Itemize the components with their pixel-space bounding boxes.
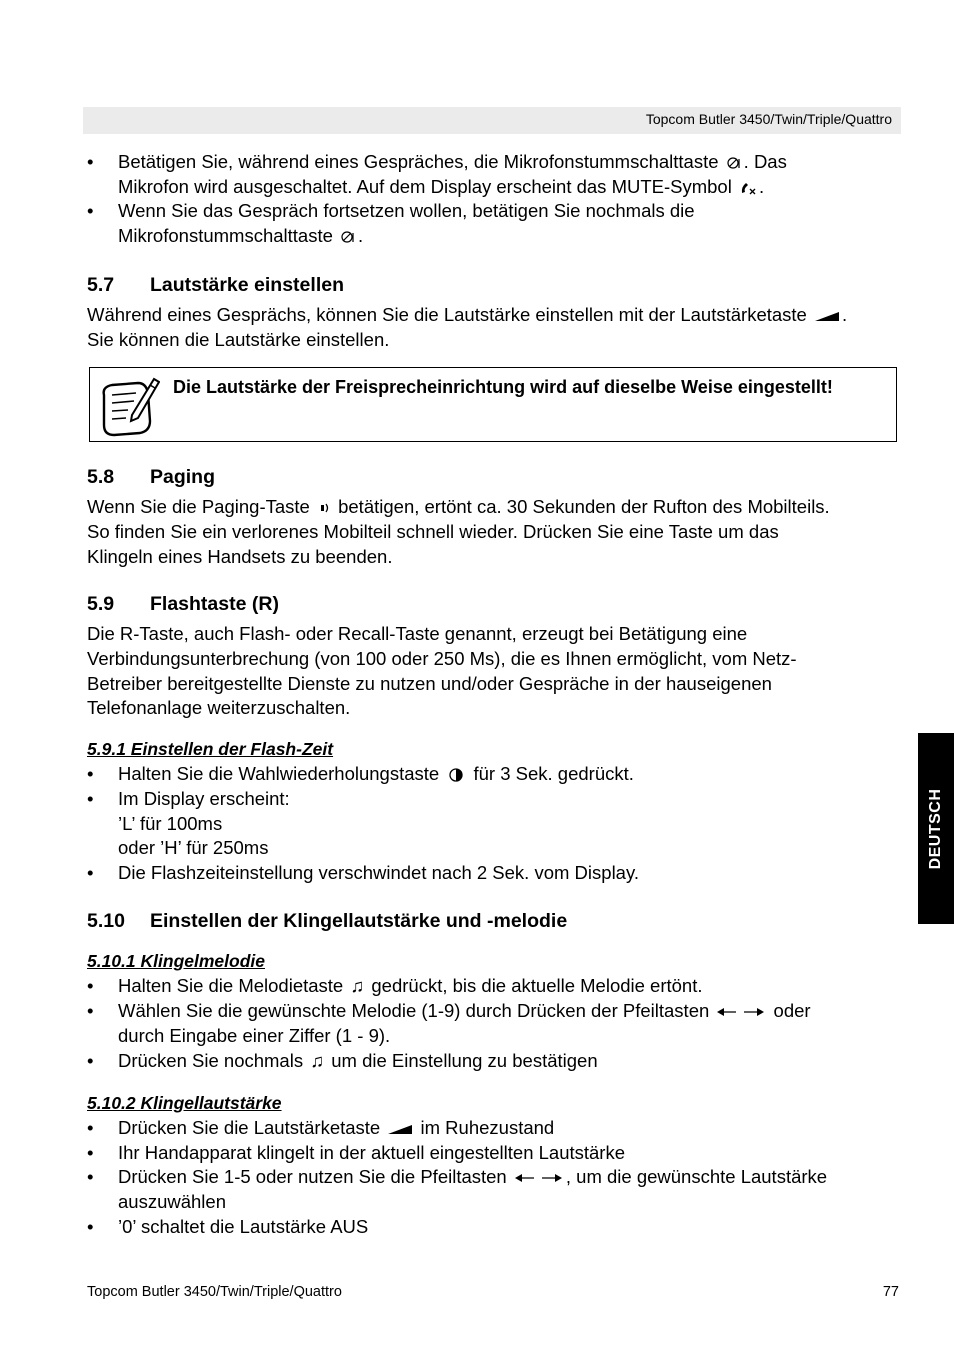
text: Halten Sie die Wahlwiederholungstaste	[118, 763, 445, 785]
bullet: •	[87, 763, 94, 785]
section-number: 5.9	[87, 593, 115, 616]
language-tab-label: DEUTSCH	[927, 788, 944, 869]
section-title: Paging	[150, 466, 216, 489]
header-bar	[83, 107, 901, 134]
section-heading	[87, 591, 899, 617]
text: durch Eingabe einer Ziffer (1 - 9).	[118, 1024, 391, 1046]
language-tab	[918, 733, 954, 924]
intro-list	[87, 150, 899, 249]
paragraph-line: So finden Sie ein verlorenes Mobilteil schnell wieder. Drücken Sie eine Taste um das	[87, 520, 779, 542]
paragraph-line: Die R-Taste, auch Flash- oder Recall-Taste genannt, erzeugt bei Betätigung eine	[87, 623, 748, 645]
melody-note-icon: ♫	[310, 1050, 325, 1072]
text: Mikrofonstummschalttaste	[118, 225, 339, 247]
subsection-title: 5.10.1 Klingelmelodie	[87, 950, 265, 971]
page-content	[87, 150, 899, 1239]
section-title: Flashtaste (R)	[150, 593, 279, 616]
text: auszuwählen	[118, 1191, 226, 1213]
header-title: Topcom Butler 3450/Twin/Triple/Quattro	[645, 111, 892, 127]
list-item	[87, 150, 899, 199]
flash-list	[87, 762, 899, 886]
list-item	[87, 199, 899, 248]
bullet: •	[87, 787, 94, 809]
melody-note-icon: ♫	[350, 975, 365, 997]
list-item	[87, 974, 899, 999]
list-item	[87, 999, 899, 1048]
volume-key-icon	[814, 310, 840, 322]
text: oder ’H’ für 250ms	[118, 837, 269, 859]
bullet: •	[87, 1166, 94, 1188]
text: . Das	[743, 151, 787, 172]
list-item	[87, 861, 899, 886]
text: um die Einstellung zu bestätigen	[326, 1049, 598, 1071]
section-number: 5.8	[87, 466, 115, 489]
text: Halten Sie die Melodietaste	[118, 974, 349, 996]
text: ’L’ für 100ms	[118, 812, 223, 834]
section-number: 5.10	[87, 909, 125, 932]
list-item	[87, 1141, 899, 1166]
text: Wenn Sie die Paging-Taste	[87, 496, 315, 518]
section-heading	[87, 272, 899, 298]
volume-list	[87, 1116, 899, 1240]
arrow-keys-icon	[514, 1172, 564, 1184]
text: .	[842, 303, 848, 325]
paragraph-line: Telefonanlage weiterzuschalten.	[87, 697, 351, 719]
paragraph-line: Betreiber bereitgestellte Dienste zu nutzen und/oder Gespräche in der hauseigenen	[87, 672, 772, 694]
text: Während eines Gesprächs, können Sie die Lautstärke einstellen mit der Lautstärketaste	[87, 303, 812, 325]
bullet: •	[87, 200, 94, 222]
paragraph	[87, 303, 899, 328]
mic-mute-icon	[726, 155, 742, 171]
list-item	[87, 1116, 899, 1141]
page-number: 77	[882, 1284, 899, 1300]
bullet: •	[87, 1215, 94, 1237]
melody-list	[87, 974, 899, 1074]
text: Ihr Handapparat klingelt in der aktuell eingestellten Lautstärke	[118, 1141, 626, 1163]
arrow-keys-icon	[716, 1006, 766, 1018]
section-heading	[87, 464, 899, 490]
list-item	[87, 1049, 899, 1074]
list-item	[87, 1165, 899, 1214]
note-box	[89, 367, 897, 442]
paragraph: Sie können die Lautstärke einstellen.	[87, 328, 390, 350]
text: im Ruhezustand	[415, 1116, 555, 1138]
mic-mute-icon	[340, 229, 356, 245]
bullet: •	[87, 974, 94, 996]
section-title: Lautstärke einstellen	[150, 273, 344, 296]
bullet: •	[87, 1116, 94, 1138]
text: Die Flashzeiteinstellung verschwindet nach 2 Sek. vom Display.	[118, 861, 639, 883]
redial-key-icon	[446, 768, 466, 782]
subsection-title: 5.9.1 Einstellen der Flash-Zeit	[87, 739, 334, 760]
subsection-title: 5.10.2 Klingellautstärke	[87, 1092, 282, 1113]
text: Betätigen Sie, während eines Gespräches, die Mikrofonstummschalttaste	[118, 151, 724, 172]
note-text: Die Lautstärke der Freisprecheinrichtung wird auf dieselbe Weise eingestellt!	[173, 377, 833, 398]
text: Wenn Sie das Gespräch fortsetzen wollen, betätigen Sie nochmals die	[118, 200, 695, 222]
section-title: Einstellen der Klingellautstärke und -melodie	[150, 909, 568, 932]
text: betätigen, ertönt ca. 30 Sekunden der Rufton des Mobilteils.	[332, 496, 830, 518]
text: Wählen Sie die gewünschte Melodie (1-9) durch Drücken der Pfeiltasten	[118, 1000, 715, 1022]
paragraph-line: Verbindungsunterbrechung (von 100 oder 250 Ms), die es Ihnen ermöglicht, vom Netz-	[87, 648, 797, 670]
text: Drücken Sie 1-5 oder nutzen Sie die Pfeiltasten	[118, 1166, 512, 1188]
section-heading	[87, 908, 899, 934]
bullet: •	[87, 861, 94, 883]
volume-key-icon	[387, 1123, 413, 1135]
text: für 3 Sek. gedrückt.	[468, 763, 634, 785]
footer-title: Topcom Butler 3450/Twin/Triple/Quattro	[87, 1284, 342, 1300]
list-item	[87, 787, 899, 861]
mute-phone-icon	[739, 180, 757, 196]
bullet: •	[87, 1141, 94, 1163]
text: Mikrofon wird ausgeschaltet. Auf dem Display erscheint das MUTE-Symbol	[118, 175, 737, 197]
text: Drücken Sie nochmals	[118, 1049, 309, 1071]
bullet: •	[87, 1049, 94, 1071]
text: , um die gewünschte Lautstärke	[565, 1166, 828, 1188]
paging-icon	[317, 501, 331, 515]
list-item	[87, 762, 899, 787]
paragraph	[87, 495, 899, 520]
text: Im Display erscheint:	[118, 787, 290, 809]
section-number: 5.7	[87, 273, 115, 296]
note-pencil-icon	[98, 373, 160, 437]
paragraph-line: Klingeln eines Handsets zu beenden.	[87, 545, 393, 567]
text: .	[758, 175, 765, 197]
text: gedrückt, bis die aktuelle Melodie ertönt.	[366, 974, 703, 996]
text: oder	[768, 1000, 811, 1022]
bullet: •	[87, 151, 94, 172]
text: .	[358, 225, 364, 247]
text: ’0’ schaltet die Lautstärke AUS	[118, 1215, 369, 1237]
bullet: •	[87, 1000, 94, 1022]
text: Drücken Sie die Lautstärketaste	[118, 1116, 386, 1138]
list-item	[87, 1215, 899, 1240]
